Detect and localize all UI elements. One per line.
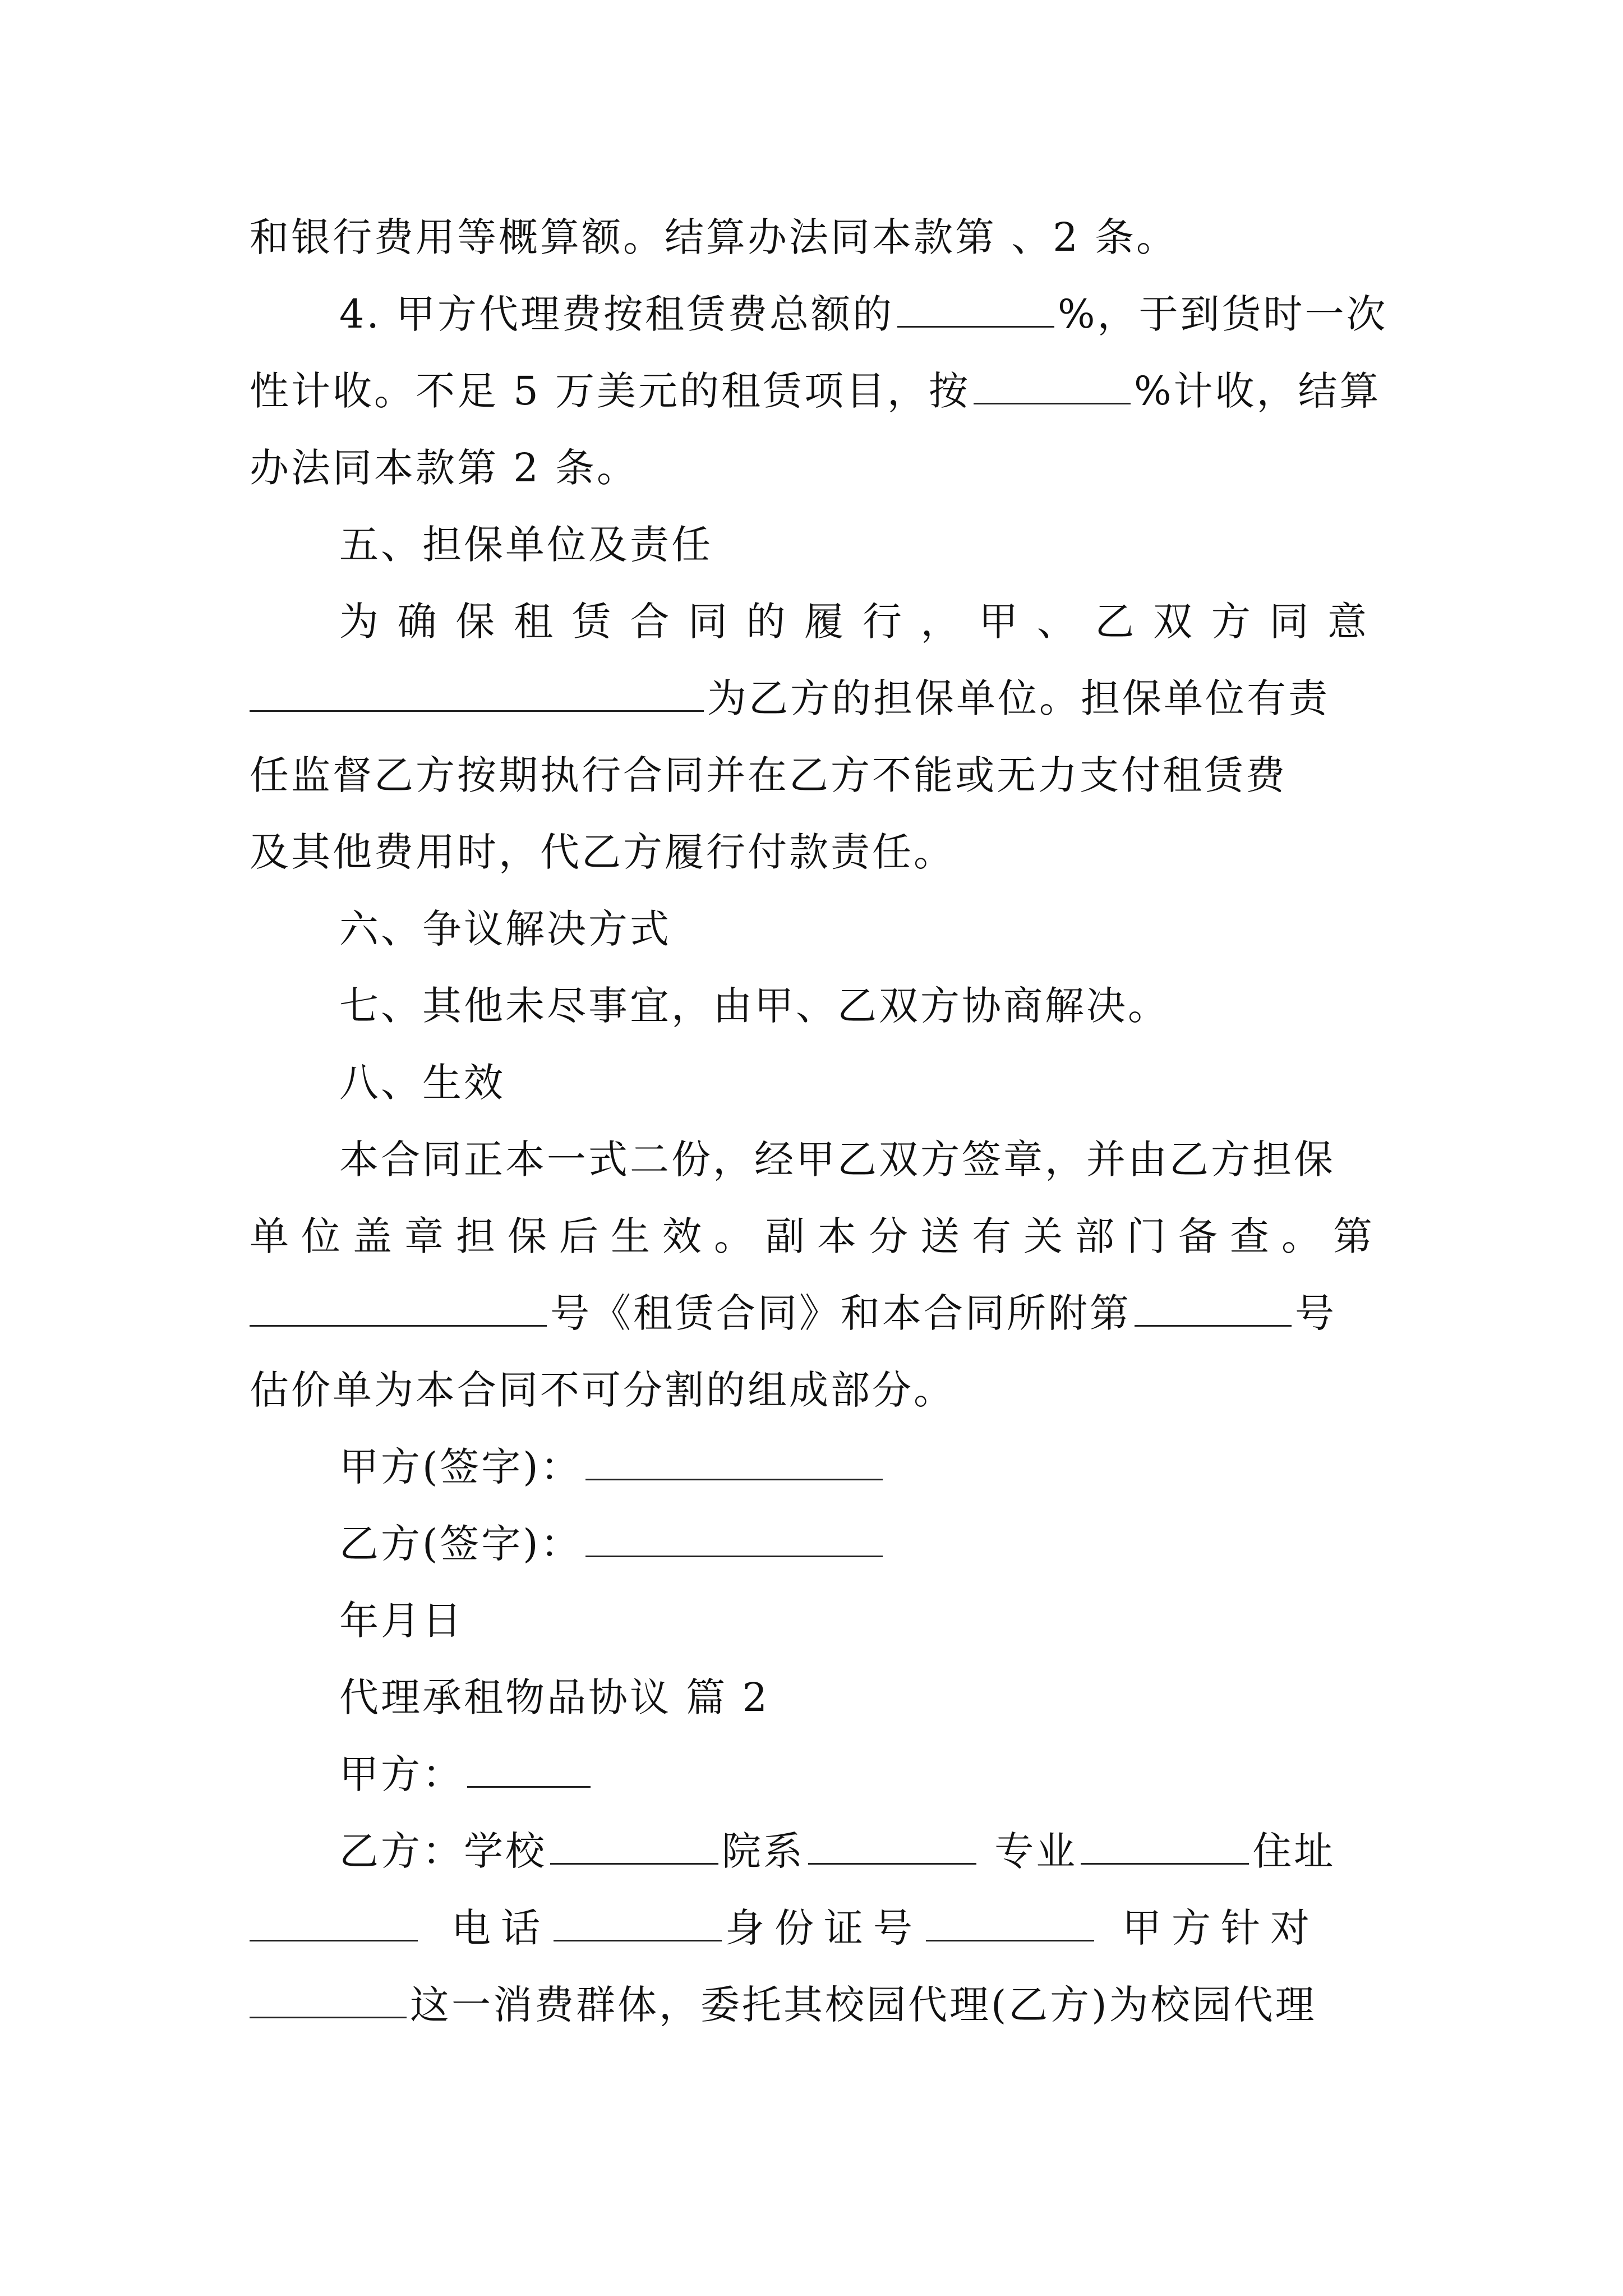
text-line [250, 1352, 1382, 1429]
fill-blank[interactable] [550, 1829, 718, 1865]
section-heading [250, 507, 1382, 583]
fill-blank[interactable] [926, 1906, 1094, 1941]
fill-blank[interactable] [1135, 1291, 1292, 1327]
text: 这一消费群体，委托其校园代理(乙方)为校园代理 [410, 1982, 1317, 2028]
text: 乙方：学校 [339, 1828, 547, 1874]
text: 身份证号 [725, 1905, 923, 1951]
text: 估价单为本合同不可分割的组成部分。 [250, 1367, 955, 1413]
party-line [250, 1890, 1382, 1967]
text: 单位盖章担保后生效。副本分送有关部门备查。第 [250, 1213, 1385, 1259]
party-line [250, 1736, 1382, 1813]
text: 院系 [722, 1828, 805, 1874]
text: 性计收。不足 5 万美元的租赁项目，按 [250, 368, 971, 414]
fill-blank[interactable] [250, 1906, 418, 1941]
text: 五、担保单位及责任 [339, 522, 713, 568]
text: 号《租赁合同》和本合同所附第 [550, 1290, 1131, 1336]
text: 4. 甲方代理费按租赁费总额的 [339, 291, 895, 337]
text: 为乙方的担保单位。担保单位有责 [707, 675, 1330, 721]
date-line [250, 1582, 1382, 1659]
signature-blank[interactable] [585, 1445, 883, 1480]
text-line [250, 1198, 1385, 1275]
text: 甲方： [339, 1751, 464, 1797]
signature-line [250, 1506, 1382, 1582]
fill-blank[interactable] [250, 677, 704, 712]
document-page [250, 199, 1388, 2044]
text-line [250, 583, 1382, 660]
section-heading [250, 968, 1382, 1045]
text-line [250, 430, 1382, 507]
text: 代理承租物品协议 篇 2 [339, 1674, 770, 1720]
text: %计收，结算 [1134, 368, 1381, 414]
fill-blank[interactable] [250, 1291, 547, 1327]
text: 和银行费用等概算额。结算办法同本款第 、2 条。 [250, 214, 1178, 260]
text: 为确保租赁合同的履行，甲、乙双方同意 [339, 599, 1382, 645]
text: 任监督乙方按期执行合同并在乙方不能或无力支付租赁费 [250, 752, 1287, 798]
fill-blank[interactable] [974, 369, 1131, 404]
text-line [250, 199, 1382, 276]
text-line [250, 1967, 1382, 2044]
text-line [250, 1121, 1382, 1198]
text: 八、生效 [339, 1060, 505, 1106]
fill-blank[interactable] [897, 292, 1054, 328]
signature-blank[interactable] [585, 1522, 883, 1557]
text: 七、其他未尽事宜，由甲、乙双方协商解决。 [339, 983, 1169, 1029]
text: 甲方针对 [1122, 1905, 1320, 1951]
text: 乙方(签字)： [339, 1521, 582, 1567]
fill-blank[interactable] [1081, 1829, 1249, 1865]
text: 本合同正本一式二份，经甲乙双方签章，并由乙方担保 [339, 1137, 1335, 1182]
text: %，于到货时一次 [1058, 291, 1388, 337]
text: 甲方(签字)： [339, 1444, 582, 1490]
section-heading [250, 891, 1382, 968]
text: 电话 [451, 1905, 550, 1951]
fill-blank[interactable] [554, 1906, 722, 1941]
text-line [250, 1275, 1382, 1352]
text: 及其他费用时，代乙方履行付款责任。 [250, 829, 955, 875]
agreement-title [250, 1659, 1382, 1736]
section-heading [250, 1045, 1382, 1121]
text-line [250, 276, 1388, 353]
fill-blank[interactable] [467, 1752, 591, 1788]
party-line [250, 1813, 1382, 1890]
text-line [250, 814, 1382, 891]
text: 号 [1295, 1290, 1336, 1336]
text: 办法同本款第 2 条。 [250, 445, 639, 491]
text: 六、争议解决方式 [339, 906, 671, 952]
text-line [250, 660, 1382, 737]
text-line [250, 737, 1382, 814]
text: 住址 [1252, 1828, 1336, 1874]
text-line [250, 353, 1382, 430]
fill-blank[interactable] [808, 1829, 976, 1865]
signature-line [250, 1429, 1382, 1506]
text: 专业 [994, 1828, 1078, 1874]
text: 年月日 [339, 1598, 464, 1644]
fill-blank[interactable] [250, 1983, 407, 2018]
